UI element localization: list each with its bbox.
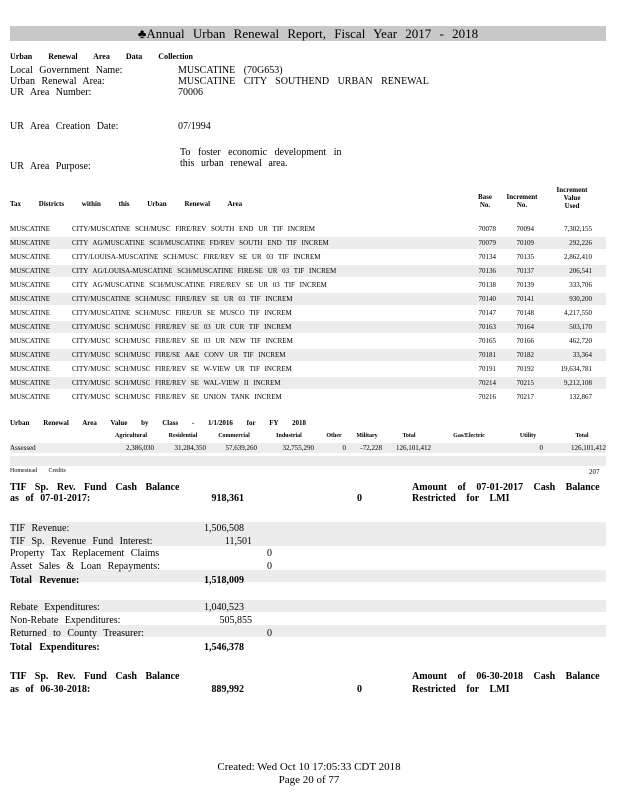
revenue-value: 11,501	[224, 536, 252, 547]
value-class-column-header: Industrial	[276, 433, 302, 439]
expenditure-value: 0	[267, 628, 272, 639]
revenue-label: TIF Revenue:	[10, 523, 70, 534]
district-description: CITY/MUSC SCH/MUSC FIRE/REV SE 03 UR CUR TIF INCREM	[72, 323, 292, 331]
purpose-label: UR Area Purpose:	[10, 161, 91, 172]
district-base-no: 70140	[478, 295, 496, 303]
district-increment-no: 70215	[516, 379, 534, 387]
expenditure-label: Returned to County Treasurer:	[10, 628, 144, 639]
district-name: MUSCATINE	[10, 351, 51, 359]
collection-label: Local Government Name:	[10, 65, 123, 76]
total-revenue-label: Total Revenue:	[10, 575, 80, 586]
expenditure-label: Rebate Expenditures:	[10, 602, 100, 613]
value-class-cell: 57,639,260	[225, 444, 257, 452]
expenditure-value: 505,855	[219, 615, 252, 626]
district-increment-value: 7,302,155	[564, 225, 592, 233]
district-increment-value: 930,200	[569, 295, 592, 303]
value-class-cell: 0	[539, 444, 543, 452]
district-increment-no: 70141	[516, 295, 534, 303]
district-name: MUSCATINE	[10, 309, 51, 317]
footer-page: Page 20 of 77	[278, 774, 340, 786]
district-increment-no: 70217	[516, 393, 534, 401]
district-description: CITY/MUSCATINE SCH/MUSC FIRE/REV SOUTH END UR TIF INCREM	[72, 225, 316, 233]
district-name: MUSCATINE	[10, 281, 51, 289]
district-increment-value: 206,541	[569, 267, 592, 275]
district-increment-value: 503,170	[569, 323, 592, 331]
value-class-cell: 2,386,030	[126, 444, 154, 452]
district-description: CITY AG/MUSCATINE SCH/MUSCATINE FD/REV SOUTH END TIF INCREM	[72, 239, 329, 247]
district-description: CITY AG/MUSCATINE SCH/MUSCATINE FIRE/REV SE UR 03 TIF INCREM	[72, 281, 327, 289]
revenue-label: Property Tax Replacement Claims	[10, 548, 160, 559]
value-class-cell: 32,755,290	[282, 444, 314, 452]
district-increment-no: 70137	[516, 267, 534, 275]
fund-begin-amount-label: Amount of 07-01-2017 Cash Balance	[412, 482, 600, 493]
district-increment-no: 70166	[516, 337, 534, 345]
district-name: MUSCATINE	[10, 365, 51, 373]
district-name: MUSCATINE	[10, 393, 51, 401]
expenditure-value: 1,040,523	[204, 602, 244, 613]
district-increment-value: 33,364	[572, 351, 592, 359]
fund-begin-label: TIF Sp. Rev. Fund Cash Balance	[10, 482, 180, 493]
district-description: CITY/MUSC SCH/MUSC FIRE/REV SE 03 UR NEW TIF INCREM	[72, 337, 293, 345]
district-description: CITY/MUSC SCH/MUSC FIRE/REV SE WAL-VIEW II INCREM	[72, 379, 281, 387]
col-header-base: Base No.	[478, 193, 492, 209]
footer-created: Created: Wed Oct 10 17:05:33 CDT 2018	[217, 761, 401, 773]
district-base-no: 70147	[478, 309, 496, 317]
district-name: MUSCATINE	[10, 323, 51, 331]
district-increment-value: 132,867	[569, 393, 592, 401]
district-name: MUSCATINE	[10, 267, 51, 275]
value-class-column-header: Other	[326, 433, 342, 439]
expenditure-label: Non-Rebate Expenditures:	[10, 615, 121, 626]
district-increment-no: 70135	[516, 253, 534, 261]
report-title-bar	[10, 26, 606, 41]
districts-heading: Tax Districts within this Urban Renewal Area	[10, 200, 243, 208]
district-increment-value: 2,862,410	[564, 253, 592, 261]
collection-heading: Urban Renewal Area Data Collection	[10, 52, 193, 61]
revenue-label: Asset Sales & Loan Repayments:	[10, 561, 160, 572]
value-class-cell: 126,101,412	[396, 444, 431, 452]
collection-value: MUSCATINE CITY SOUTHEND URBAN RENEWAL	[178, 76, 429, 87]
district-increment-value: 462,720	[569, 337, 592, 345]
total-revenue-value: 1,518,009	[204, 575, 244, 586]
district-base-no: 70078	[478, 225, 496, 233]
value-class-column-header: Commercial	[218, 433, 250, 439]
fund-end-label: as of 06-30-2018:	[10, 684, 91, 695]
col-header-increment-value: Increment Value Used	[556, 186, 588, 210]
fund-begin-amount-label: Restricted for LMI	[412, 493, 510, 504]
homestead-value: 207	[589, 468, 600, 476]
fund-begin-value: 918,361	[211, 493, 244, 504]
collection-label: UR Area Number:	[10, 87, 92, 98]
district-name: MUSCATINE	[10, 379, 51, 387]
fund-begin-restricted: 0	[357, 493, 362, 504]
district-increment-no: 70109	[516, 239, 534, 247]
revenue-value: 1,506,508	[204, 523, 244, 534]
value-class-column-header: Gas/Electric	[453, 433, 485, 439]
district-increment-value: 4,217,550	[564, 309, 592, 317]
district-increment-value: 9,212,108	[564, 379, 592, 387]
value-class-row-label: Assessed	[10, 444, 36, 452]
district-base-no: 70163	[478, 323, 496, 331]
district-increment-value: 19,634,781	[560, 365, 592, 373]
club-icon: ♣	[137, 26, 147, 41]
district-increment-no: 70094	[516, 225, 534, 233]
collection-value: 70006	[178, 87, 203, 98]
district-increment-no: 70182	[516, 351, 534, 359]
report-title: Annual Urban Renewal Report, Fiscal Year 2017 - 2018	[146, 26, 479, 41]
fund-end-label: TIF Sp. Rev. Fund Cash Balance	[10, 671, 180, 682]
district-name: MUSCATINE	[10, 253, 51, 261]
district-description: CITY/MUSC SCH/MUSC FIRE/REV SE UNION TANK INCREM	[72, 393, 282, 401]
district-name: MUSCATINE	[10, 295, 51, 303]
purpose-value: To foster economic development in	[180, 147, 342, 158]
value-class-cell: -72,228	[360, 444, 382, 452]
district-name: MUSCATINE	[10, 337, 51, 345]
value-class-column-header: Military	[356, 433, 378, 439]
district-description: CITY/MUSC SCH/MUSC FIRE/REV SE W-VIEW UR TIF INCREM	[72, 365, 292, 373]
district-base-no: 70191	[478, 365, 496, 373]
revenue-value: 0	[267, 561, 272, 572]
value-class-cell: 31,284,350	[174, 444, 206, 452]
total-expenditures-label: Total Expenditures:	[10, 642, 100, 653]
value-class-column-header: Residential	[168, 433, 198, 439]
homestead-row-band	[10, 456, 606, 466]
district-base-no: 70079	[478, 239, 496, 247]
collection-value: MUSCATINE (70G653)	[178, 65, 283, 76]
district-increment-value: 333,706	[569, 281, 592, 289]
collection-label: Urban Renewal Area:	[10, 76, 105, 87]
district-description: CITY AG/LOUISA-MUSCATINE SCH/MUSCATINE FIRE/SE UR 03 TIF INCREM	[72, 267, 337, 275]
value-class-column-header: Total	[575, 433, 589, 439]
value-class-heading: Urban Renewal Area Value by Class - 1/1/2016 for FY 2018	[10, 419, 307, 427]
district-base-no: 70181	[478, 351, 496, 359]
district-base-no: 70165	[478, 337, 496, 345]
value-class-column-header: Agricultural	[115, 433, 147, 439]
homestead-label: Homestead Credits	[10, 468, 66, 474]
fund-end-amount-label: Restricted for LMI	[412, 684, 510, 695]
value-class-cell: 0	[342, 444, 346, 452]
district-description: CITY/MUSCATINE SCH/MUSC FIRE/REV SE UR 03 TIF INCREM	[72, 295, 293, 303]
creation-date-label: UR Area Creation Date:	[10, 121, 119, 132]
district-increment-value: 292,226	[569, 239, 592, 247]
creation-date-value: 07/1994	[178, 121, 211, 132]
district-description: CITY/MUSC SCH/MUSC FIRE/SE A&E CONV UR TIF INCREM	[72, 351, 286, 359]
col-header-increment: Increment No.	[506, 193, 538, 209]
district-name: MUSCATINE	[10, 239, 51, 247]
district-base-no: 70134	[478, 253, 496, 261]
fund-end-restricted: 0	[357, 684, 362, 695]
fund-end-value: 889,992	[211, 684, 244, 695]
total-expenditures-value: 1,546,378	[204, 642, 244, 653]
revenue-value: 0	[267, 548, 272, 559]
purpose-value: this urban renewal area.	[180, 158, 288, 169]
district-increment-no: 70164	[516, 323, 534, 331]
value-class-cell: 126,101,412	[571, 444, 606, 452]
district-base-no: 70216	[478, 393, 496, 401]
district-base-no: 70214	[478, 379, 496, 387]
district-increment-no: 70139	[516, 281, 534, 289]
fund-begin-label: as of 07-01-2017:	[10, 493, 91, 504]
value-class-column-header: Total	[402, 433, 416, 439]
value-class-column-header: Utility	[519, 433, 537, 439]
district-base-no: 70136	[478, 267, 496, 275]
district-increment-no: 70148	[516, 309, 534, 317]
fund-end-amount-label: Amount of 06-30-2018 Cash Balance	[412, 671, 600, 682]
revenue-label: TIF Sp. Revenue Fund Interest:	[10, 536, 153, 547]
district-description: CITY/LOUISA-MUSCATINE SCH/MUSC FIRE/REV SE UR 03 TIF INCREM	[72, 253, 321, 261]
district-base-no: 70138	[478, 281, 496, 289]
district-increment-no: 70192	[516, 365, 534, 373]
district-description: CITY/MUSCATINE SCH/MUSC FIRE/UR SE MUSCO TIF INCREM	[72, 309, 292, 317]
district-name: MUSCATINE	[10, 225, 51, 233]
